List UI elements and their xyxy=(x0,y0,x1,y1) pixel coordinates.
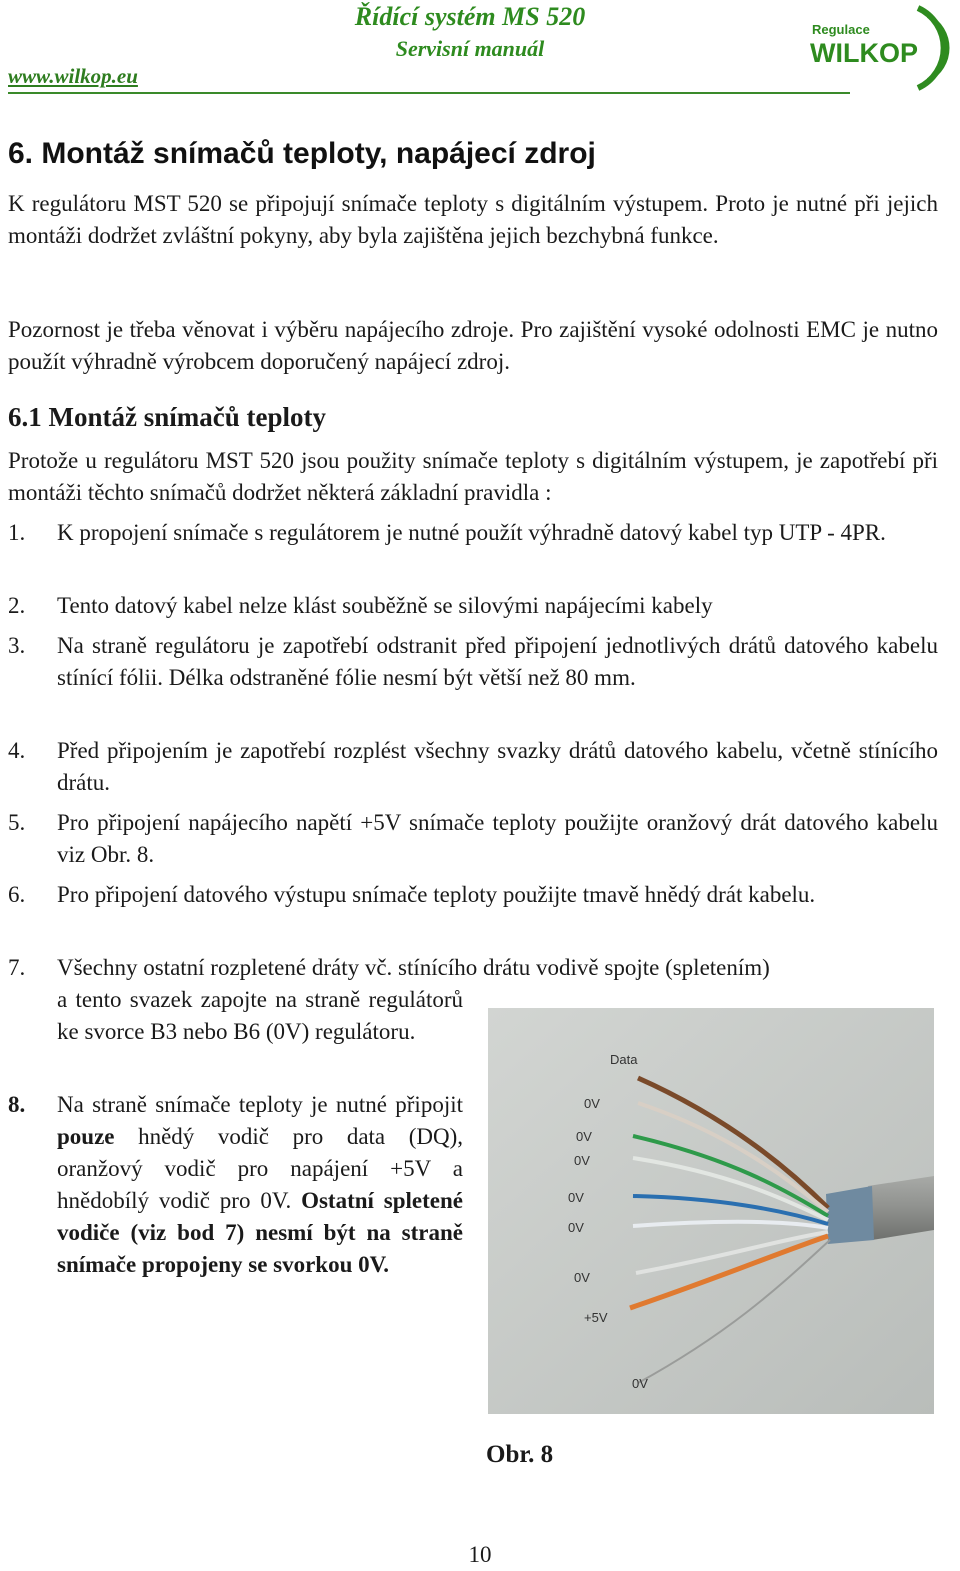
logo-brand-text: WILKOP xyxy=(810,38,918,68)
list-item-text xyxy=(57,1089,463,1281)
list-item-text: Tento datový kabel nelze klást souběžně se silovými napájecími kabely xyxy=(57,593,713,618)
list-item-text: Pro připojení napájecího napětí +5V snímače teploty použijte oranžový drát datového kabelu viz Obr. 8. xyxy=(57,810,938,867)
label-plus5v: +5V xyxy=(584,1310,608,1325)
label-0v: 0V xyxy=(568,1190,584,1205)
header-subtitle: Servisní manuál xyxy=(395,36,545,61)
item8-emphasis: pouze xyxy=(57,1124,115,1149)
website-link[interactable]: www.wilkop.eu xyxy=(8,64,138,88)
list-item-number: 5. xyxy=(8,810,26,835)
label-0v: 0V xyxy=(574,1153,590,1168)
label-0v: 0V xyxy=(576,1129,592,1144)
section-heading: 6. Montáž snímačů teploty, napájecí zdroj xyxy=(8,137,596,170)
list-item-number: 6. xyxy=(8,882,26,907)
list-item-text: K propojení snímače s regulátorem je nutné použít výhradně datový kabel typ UTP - 4PR. xyxy=(57,520,886,545)
item8-text-a: Na straně snímače teploty je nutné připojit xyxy=(57,1092,463,1117)
label-0v: 0V xyxy=(632,1376,648,1391)
item8-warning: Ostatní spletené vodiče (viz bod 7) nesmí být na straně snímače propojeny se svorkou 0V. xyxy=(57,1188,463,1277)
figure-caption: Obr. 8 xyxy=(486,1441,554,1468)
logo-small-text: Regulace xyxy=(812,22,870,37)
item8-text-c: hnědý vodič pro data (DQ), oranžový vodič pro napájení +5V a hnědobílý vodič pro 0V. xyxy=(57,1124,463,1213)
shield-foil xyxy=(826,1186,874,1244)
page-number: 10 xyxy=(468,1542,492,1567)
label-0v: 0V xyxy=(584,1096,600,1111)
list-item-number: 1. xyxy=(8,520,26,545)
list-item-number: 2. xyxy=(8,593,26,618)
subsection-intro: Protože u regulátoru MST 520 jsou použity snímače teploty s digitálním výstupem, je zapotřebí při montáži těchto snímačů dodržet některá základní pravidla : xyxy=(8,448,938,505)
label-0v: 0V xyxy=(568,1220,584,1235)
list-item-text: Před připojením je zapotřebí rozplést všechny svazky drátů datového kabelu, včetně stínícího drátu. xyxy=(57,738,938,795)
list-item-number: 4. xyxy=(8,738,26,763)
list-item-text: a tento svazek zapojte na straně regulátorů ke svorce B3 nebo B6 (0V) regulátoru. xyxy=(57,987,463,1044)
list-item-text-line1: Všechny ostatní rozpletené dráty vč. stínícího drátu vodivě spojte (spletením) xyxy=(57,955,770,980)
header-title: Řídící systém MS 520 xyxy=(354,2,586,31)
list-item-text: Na straně regulátoru je zapotřebí odstranit před připojení jednotlivých drátů datového kabelu stínící fólii. Délka odstraněné fólie nesmí být větší než 80 mm. xyxy=(57,633,938,690)
section-paragraph-2: Pozornost je třeba věnovat i výběru napájecího zdroje. Pro zajištění vysoké odolnosti EMC je nutno použít výhradně výrobcem doporučený napájecí zdroj. xyxy=(8,317,938,374)
subsection-heading: 6.1 Montáž snímačů teploty xyxy=(8,402,326,432)
list-item-number: 3. xyxy=(8,633,26,658)
label-0v: 0V xyxy=(574,1270,590,1285)
header-divider xyxy=(8,92,850,94)
list-item-number: 7. xyxy=(8,955,26,980)
section-paragraph-1: K regulátoru MST 520 se připojují snímače teploty s digitálním výstupem. Proto je nutné při jejich montáži dodržet zvláštní pokyny, aby byla zajištěna jejich bezchybná funkce. xyxy=(8,191,938,248)
cable-photo xyxy=(488,1008,934,1414)
list-item-text: Pro připojení datového výstupu snímače teploty použijte tmavě hnědý drát kabelu. xyxy=(57,882,816,907)
list-item-number: 8. xyxy=(8,1092,26,1117)
label-data: Data xyxy=(610,1052,638,1067)
wilkop-logo xyxy=(806,2,954,94)
